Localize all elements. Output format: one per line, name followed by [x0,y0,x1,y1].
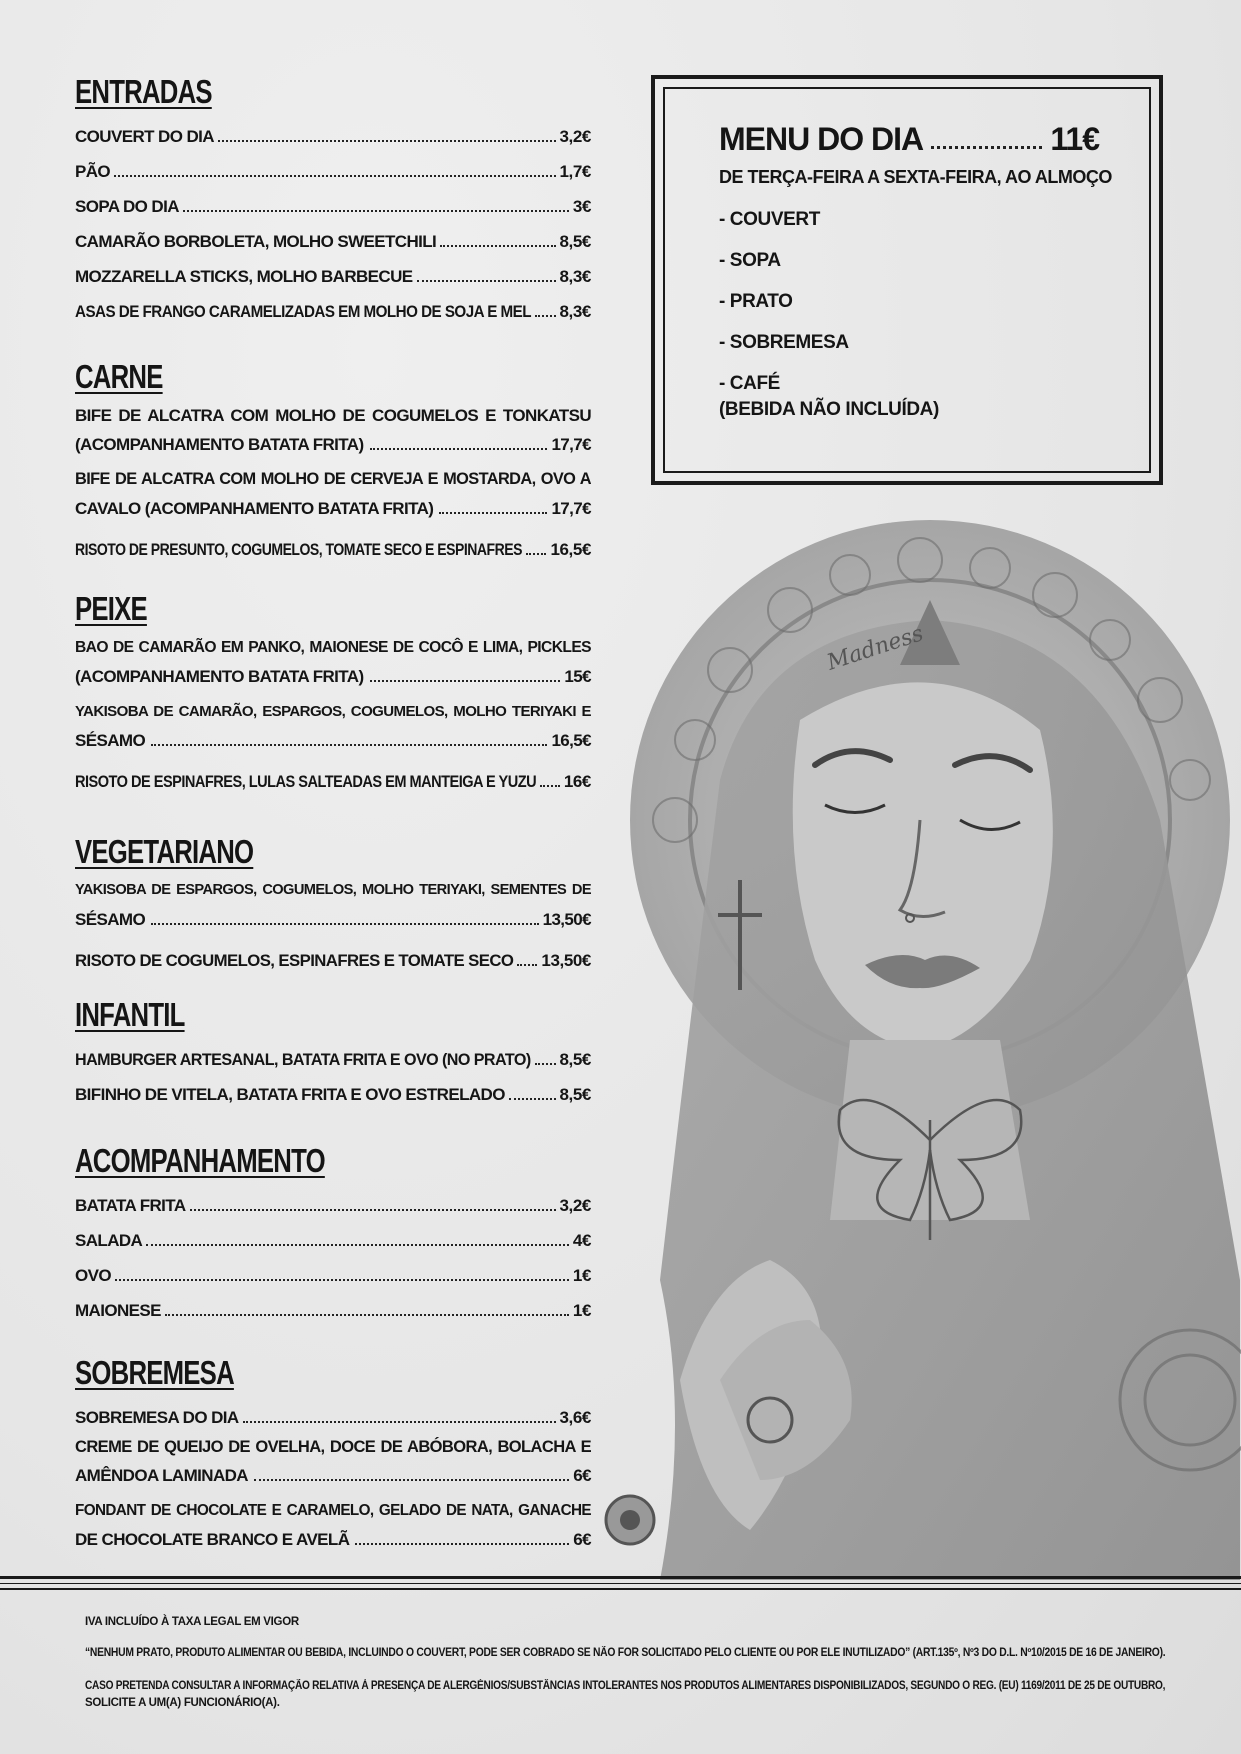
menu-item-price: 15€ [564,667,591,686]
section-title: ENTRADAS [75,73,212,110]
menu-do-dia-item: - CAFÉ [719,373,780,394]
menu-item-name-line1: CREME DE QUEIJO DE OVELHA, DOCE DE ABÓBORA, BOLACHA E [75,1437,591,1456]
menu-item [75,151,591,186]
dot-leader [517,964,537,966]
menu-item [75,256,591,291]
menu-item-name-line2: CAVALO (ACOMPANHAMENTO BATATA FRITA) [75,499,434,518]
section-acompanhamento [75,1141,591,1325]
menu-item-name: BATATA FRITA [75,1196,186,1215]
menu-item-price: 6€ [573,1466,591,1485]
dot-leader [151,744,547,746]
section-title: PEIXE [75,590,147,627]
menu-item-name-line1: BIFE DE ALCATRA COM MOLHO DE COGUMELOS E TONKATSU [75,406,591,425]
menu-item-price: 3,2€ [559,127,591,146]
menu-item-price: 3,2€ [559,1196,591,1215]
menu-do-dia-list [719,199,849,404]
section-infantil [75,995,591,1109]
footer-allergen-note-2: SOLICITE A UM(A) FUNCIONÁRIO(A). [85,1697,280,1709]
menu-do-dia-title-row [719,121,1099,158]
menu-item-price: 8,5€ [559,1085,591,1104]
section-title: VEGETARIANO [75,833,254,870]
dot-leader [417,280,556,282]
menu-item-price: 3,6€ [559,1408,591,1427]
menu-item [75,465,591,523]
menu-item-name-line2: SÉSAMO [75,731,146,750]
menu-item-price: 1€ [572,1266,591,1285]
menu-item-second-line [75,1461,591,1490]
menu-item [75,221,591,256]
footer-rule-top [0,1576,1241,1579]
footer-rule-middle [0,1583,1241,1584]
menu-do-dia-item: - SOPA [719,250,781,271]
menu-item-name-line2: (ACOMPANHAMENTO BATATA FRITA) [75,435,364,454]
dot-leader [146,1244,569,1246]
menu-item [75,697,591,755]
menu-item [75,1397,591,1432]
dot-leader [243,1421,556,1423]
menu-item-second-line [75,1525,591,1554]
menu-item-price: 16€ [563,772,591,791]
menu-item-name-line2: (ACOMPANHAMENTO BATATA FRITA) [75,667,364,686]
footer-allergen-note-1: CASO PRETENDA CONSULTAR A INFORMAÇÃO RELATIVA À PRESENÇA DE ALERGÉNIOS/SUBSTÂNCIAS INTOLERANTES NOS PRODUTOS ALIMENTARES DISPONIBILIZADOS, SEGUNDO O REG. (EU) 1169/2011 DE 25 DE OUTUBRO, [85,1680,1166,1692]
footer-rule-bottom [0,1588,1241,1590]
menu-item [75,1290,591,1325]
menu-do-dia-note: (BEBIDA NÃO INCLUÍDA) [719,399,939,420]
footer-legal-note: “NENHUM PRATO, PRODUTO ALIMENTAR OU BEBIDA, INCLUINDO O COUVERT, PODE SER COBRADO SE NÃO FOR SOLICITADO PELO CLIENTE OU POR ELE INUTILIZADO” (ART.135º, Nº3 DO D.L. Nº10/2015 DE 16 DE JANEIRO). [85,1647,1166,1659]
footer-vat-note: IVA INCLUÍDO À TAXA LEGAL EM VIGOR [85,1616,299,1628]
menu-item-price: 8,3€ [559,302,591,321]
dot-leader [254,1479,569,1481]
menu-do-dia-item: - SOBREMESA [719,332,849,353]
dot-leader [535,1063,556,1065]
section-carne [75,357,591,564]
section-title: ACOMPANHAMENTO [75,1142,325,1179]
menu-item-price: 8,5€ [559,1050,591,1069]
section-entradas [75,72,591,326]
menu-item-name: HAMBURGER ARTESANAL, BATATA FRITA E OVO (NO PRATO) [75,1050,531,1069]
menu-item-second-line [75,430,591,459]
menu-item [75,1255,591,1290]
menu-item-price: 17,7€ [551,499,591,518]
menu-item [75,1496,591,1554]
dot-leader [183,210,569,212]
dot-leader [440,245,555,247]
section-title: CARNE [75,358,163,395]
menu-item [75,1220,591,1255]
menu-item-name: SOPA DO DIA [75,197,179,216]
menu-item-name-line1: BIFE DE ALCATRA COM MOLHO DE CERVEJA E MOSTARDA, OVO A [75,470,591,488]
menu-item [75,1074,591,1109]
menu-item [75,940,591,975]
dot-leader [439,512,547,514]
menu-item-name: RISOTO DE PRESUNTO, COGUMELOS, TOMATE SECO E ESPINAFRES [75,540,522,559]
section-title: SOBREMESA [75,1354,234,1391]
dot-leader [509,1098,556,1100]
menu-do-dia-title: MENU DO DIA [719,121,924,157]
menu-item-price: 16,5€ [550,540,591,559]
section-title: INFANTIL [75,996,185,1033]
menu-item [75,529,591,564]
menu-item-name: MAIONESE [75,1301,161,1320]
menu-item-name: OVO [75,1266,111,1285]
menu-item-second-line [75,494,591,523]
menu-item [75,1432,591,1490]
menu-item-name: PÃO [75,162,111,181]
dot-leader [190,1209,556,1211]
menu-do-dia-price: 11€ [1050,121,1099,157]
menu-item [75,1039,591,1074]
menu-item [75,876,591,934]
dot-leader [151,923,539,925]
menu-item-price: 13,50€ [541,951,591,970]
menu-do-dia-item: - COUVERT [719,209,820,230]
menu-item-name-line1: YAKISOBA DE CAMARÃO, ESPARGOS, COGUMELOS, MOLHO TERIYAKI E [75,703,591,720]
menu-item-name-line2: DE CHOCOLATE BRANCO E AVELÃ [75,1530,350,1549]
menu-item-price: 4€ [572,1231,591,1250]
menu-item-price: 8,5€ [559,232,591,251]
menu-item-name: ASAS DE FRANGO CARAMELIZADAS EM MOLHO DE SOJA E MEL [75,302,531,321]
menu-item-second-line [75,726,591,755]
menu-item-price: 13,50€ [542,910,591,929]
dot-leader [370,680,561,682]
menu-item [75,401,591,459]
menu-item [75,761,591,796]
menu-item [75,291,591,326]
section-sobremesa [75,1353,591,1560]
menu-item-name-line2: AMÊNDOA LAMINADA [75,1466,248,1485]
menu-item-name-line1: YAKISOBA DE ESPARGOS, COGUMELOS, MOLHO TERIYAKI, SEMENTES DE [75,882,591,898]
menu-do-dia-item: - PRATO [719,291,793,312]
menu-item-price: 3€ [572,197,591,216]
menu-item-price: 8,3€ [559,267,591,286]
madonna-illustration [600,520,1241,1580]
menu-item [75,633,591,691]
menu-item-price: 16,5€ [551,731,591,750]
dot-leader [165,1314,569,1316]
dot-leader [540,785,560,787]
dot-leader [218,140,556,142]
menu-item-name: RISOTO DE ESPINAFRES, LULAS SALTEADAS EM MANTEIGA E YUZU [75,772,537,791]
menu-item-price: 1€ [572,1301,591,1320]
menu-item [75,186,591,221]
menu-item-name: MOZZARELLA STICKS, MOLHO BARBECUE [75,267,413,286]
menu-item-name: SOBREMESA DO DIA [75,1408,239,1427]
dot-leader [355,1543,569,1545]
menu-item-second-line [75,662,591,691]
menu-item-name-line1: FONDANT DE CHOCOLATE E CARAMELO, GELADO DE NATA, GANACHE [75,1502,591,1519]
menu-item-name: SALADA [75,1231,143,1250]
menu-item-name: CAMARÃO BORBOLETA, MOLHO SWEETCHILI [75,232,437,251]
menu-item-name: COUVERT DO DIA [75,127,214,146]
dot-leader [115,1279,569,1281]
menu-item-price: 17,7€ [551,435,591,454]
forehead-tattoo-text: Madness [824,621,927,676]
menu-item-name: BIFINHO DE VITELA, BATATA FRITA E OVO ESTRELADO [75,1085,505,1104]
menu-do-dia-box [651,75,1163,485]
menu-item-name-line1: BAO DE CAMARÃO EM PANKO, MAIONESE DE COCÔ E LIMA, PICKLES [75,639,591,656]
menu-item-name: RISOTO DE COGUMELOS, ESPINAFRES E TOMATE SECO [75,951,514,970]
menu-item [75,1185,591,1220]
menu-item-price: 1,7€ [559,162,591,181]
menu-item-second-line [75,905,591,934]
section-peixe [75,589,591,796]
menu-do-dia-subtitle: DE TERÇA-FEIRA A SEXTA-FEIRA, AO ALMOÇO [719,167,1112,187]
dot-leader [535,315,556,317]
section-vegetariano [75,832,591,975]
menu-item [75,116,591,151]
menu-item-price: 6€ [573,1530,591,1549]
dot-leader [370,448,548,450]
dot-leader [931,146,1042,149]
menu-item-name-line2: SÉSAMO [75,910,146,929]
dot-leader [114,175,555,177]
dot-leader [526,553,547,555]
